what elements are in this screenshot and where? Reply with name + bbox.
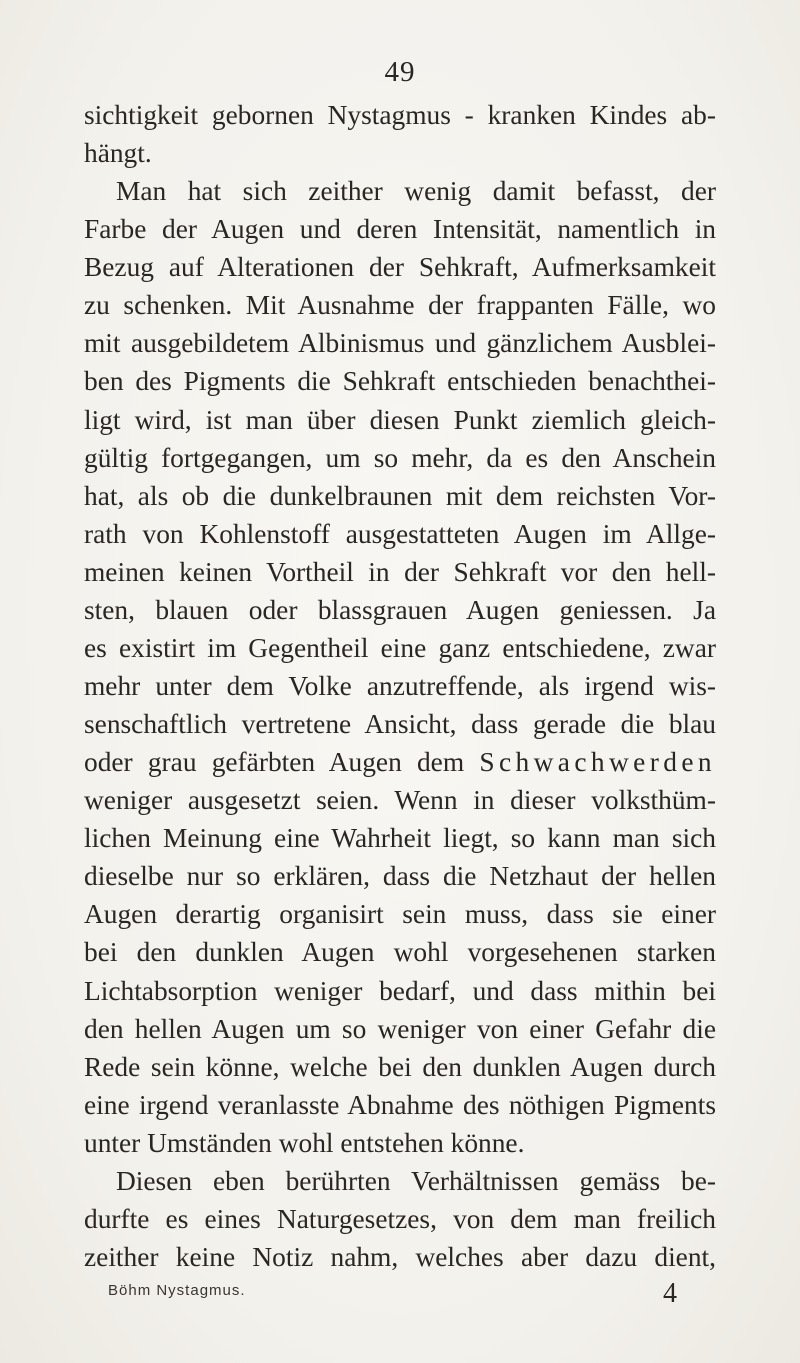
text-line-31: zeither keine Notiz nahm, welches aber dazu dient, bbox=[84, 1242, 716, 1272]
text-line-28: unter Umständen wohl entstehen könne. bbox=[84, 1127, 525, 1158]
text-line-30: durfte es eines Naturgesetzes, von dem man freilich bbox=[84, 1203, 716, 1234]
text-line-16: mehr unter dem Volke anzutreffende, als irgend wis- bbox=[84, 671, 716, 701]
text-line-10: gültig fortgegangen, um so mehr, da es den Anschein bbox=[84, 442, 716, 473]
text-line-13: meinen keinen Vortheil in der Sehkraft vor den hell- bbox=[84, 556, 716, 587]
text-line-9: ligt wird, ist man über diesen Punkt ziemlich gleich- bbox=[84, 404, 716, 435]
text-line-21: dieselbe nur so erklären, dass die Netzhaut der hellen bbox=[84, 861, 716, 892]
text-line-20: lichen Meinung eine Wahrheit liegt, so kann man sich bbox=[84, 823, 716, 854]
text-line-5: Bezug auf Alterationen der Sehkraft, Aufmerksamkeit bbox=[84, 252, 716, 283]
text-line-2: hängt. bbox=[84, 138, 152, 169]
text-line-8: ben des Pigments die Sehkraft entschieden benachthei- bbox=[84, 366, 716, 397]
signature-mark: Böhm Nystagmus. bbox=[108, 1282, 246, 1300]
text-line-4: Farbe der Augen und deren Intensität, namentlich in bbox=[84, 214, 716, 245]
text-line-23: bei den dunklen Augen wohl vorgesehenen starken bbox=[84, 937, 716, 968]
emphasized-word: Schwachwerden bbox=[479, 747, 716, 778]
text-line-19: weniger ausgesetzt seien. Wenn in dieser volksthüm- bbox=[84, 785, 716, 816]
text-line-7: mit ausgebildetem Albinismus und gänzlichem Ausblei- bbox=[84, 328, 716, 359]
text-line-1: sichtigkeit gebornen Nystagmus - kranken Kindes ab- bbox=[84, 100, 716, 130]
page-number: 49 bbox=[384, 56, 416, 88]
text-line-26: Rede sein könne, welche bei den dunklen Augen durch bbox=[84, 1051, 716, 1082]
text-line-24: Lichtabsorption weniger bedarf, und dass mithin bei bbox=[84, 975, 716, 1006]
text-line-6: zu schenken. Mit Ausnahme der frappanten Fälle, wo bbox=[84, 290, 716, 321]
text-line-29: Diesen eben berührten Verhältnissen gemäss be- bbox=[116, 1165, 716, 1196]
sheet-number: 4 bbox=[663, 1278, 677, 1310]
text-line-18 bbox=[84, 743, 716, 781]
text-line-3: Man hat sich zeither wenig damit befasst, der bbox=[116, 176, 716, 207]
text-line-15: es existirt im Gegentheil eine ganz entschiedene, zwar bbox=[84, 632, 716, 663]
text-line-17: senschaftlich vertretene Ansicht, dass gerade die blau bbox=[84, 709, 716, 740]
text-line-11: hat, als ob die dunkelbraunen mit dem reichsten Vor- bbox=[84, 480, 716, 511]
text-line-25: den hellen Augen um so weniger von einer Gefahr die bbox=[84, 1013, 716, 1044]
text-line-27: eine irgend veranlasste Abnahme des nöthigen Pigments bbox=[84, 1089, 716, 1120]
text-line-22: Augen derartig organisirt sein muss, dass sie einer bbox=[84, 899, 716, 930]
text-line-12: rath von Kohlenstoff ausgestatteten Augen im Allge- bbox=[84, 518, 716, 549]
text-line-14: sten, blauen oder blassgrauen Augen geniessen. Ja bbox=[84, 594, 716, 625]
text-line-18-start: oder grau gefärbten Augen dem bbox=[84, 747, 465, 778]
